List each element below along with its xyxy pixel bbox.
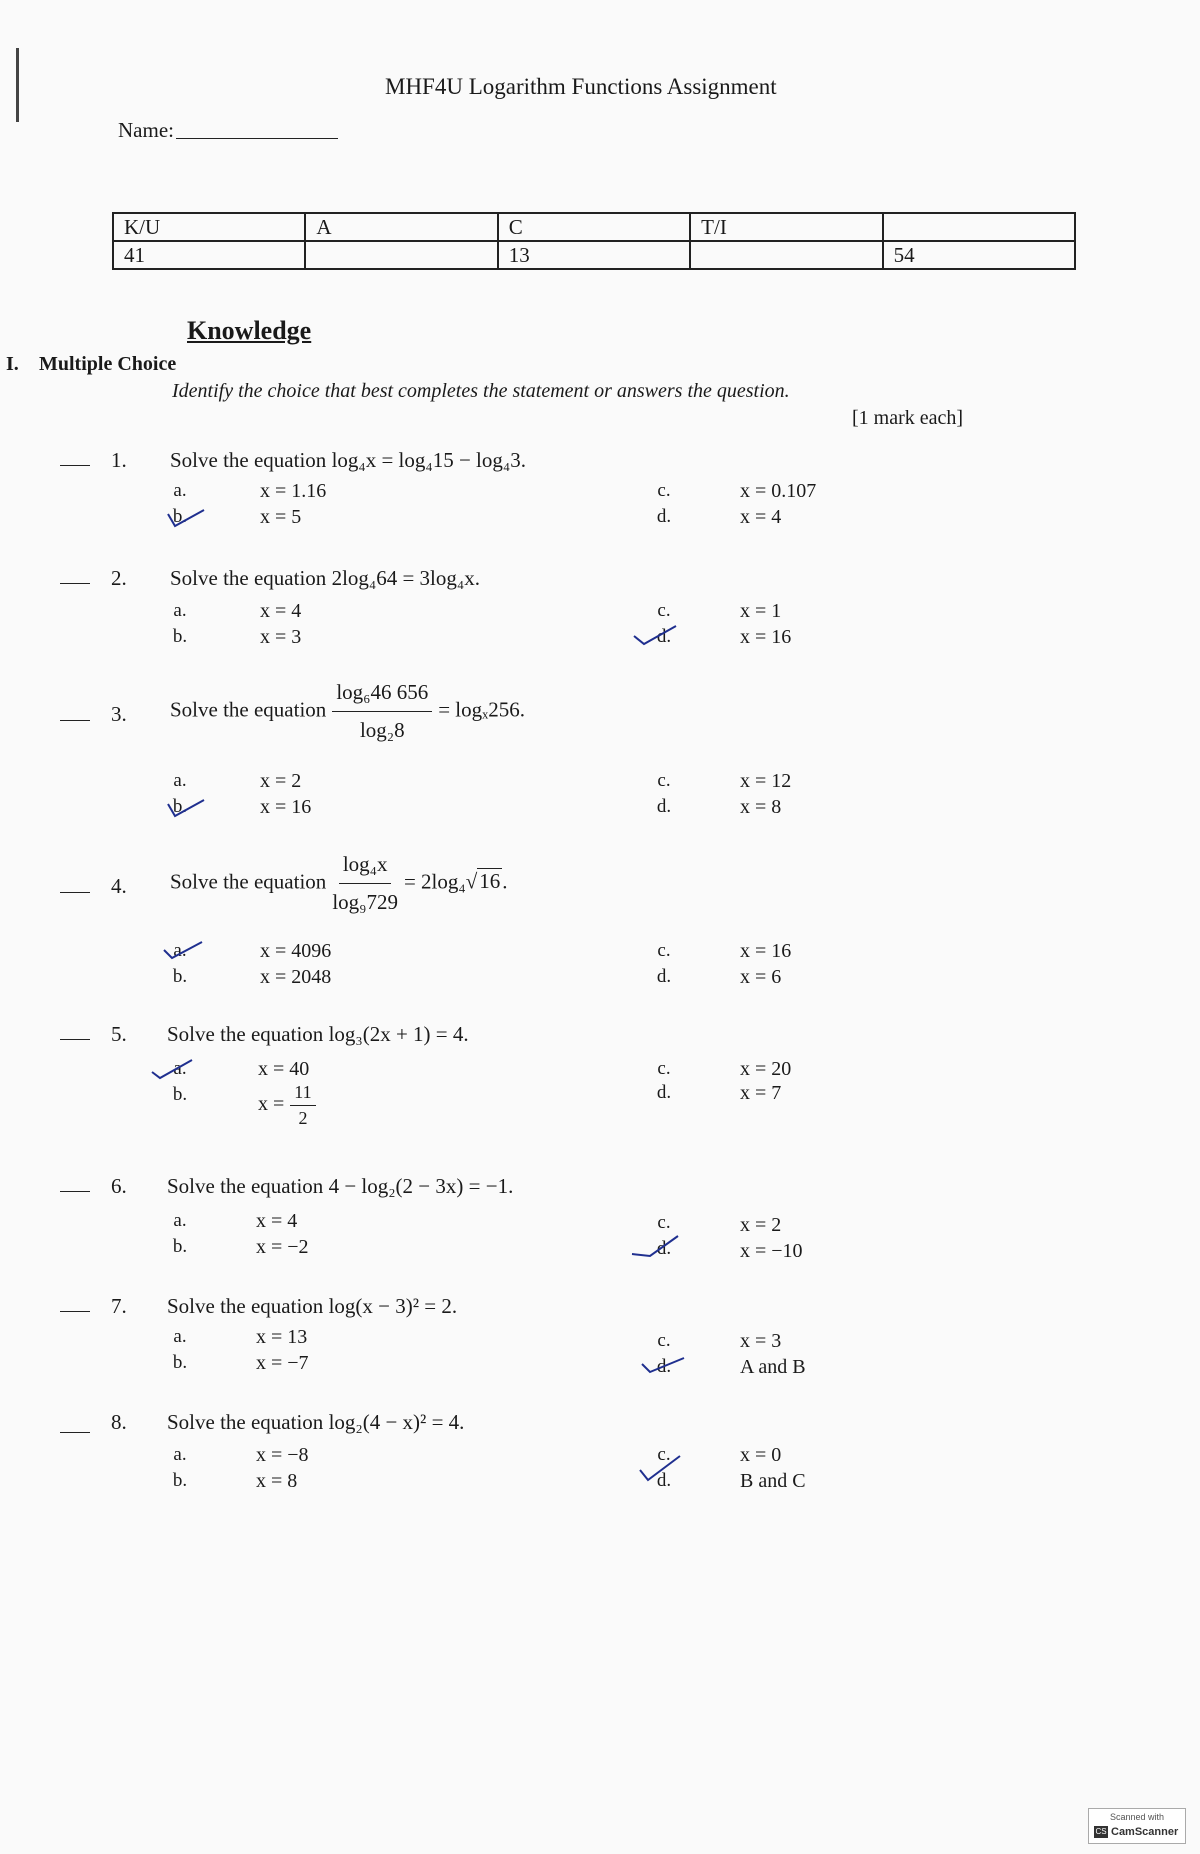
option-label: b. (172, 1352, 188, 1373)
option-label: c. (657, 480, 671, 501)
option-text[interactable]: x = $\frac{11}{2}$ (258, 1082, 322, 1129)
option-label: a. (173, 1444, 187, 1465)
question-number: 6. (111, 1174, 127, 1198)
option-label: a. (173, 1058, 187, 1079)
part-heading (6, 353, 176, 376)
fraction: $\frac{\text{log₆46 656}}{\text{log₂8}}$ (332, 680, 432, 743)
marks-header-cell: C (498, 213, 690, 241)
option-label: b. (172, 796, 188, 817)
equation: log(x − 3)² = 2. (328, 1294, 458, 1318)
question-stem: Solve the equation log₂(4 − x)² = 4. (167, 1410, 465, 1434)
option-text[interactable]: x = 0 (740, 1444, 782, 1466)
answer-blank[interactable] (60, 1432, 90, 1433)
option-text[interactable]: x = 6 (740, 966, 782, 988)
option-label: b. (172, 1084, 188, 1105)
question-number: 2. (111, 566, 127, 590)
marks-value-cell: 13 (498, 241, 690, 269)
option-label: a. (173, 940, 187, 961)
equation: 4 − log₂(2 − 3x) = −1. (328, 1174, 514, 1198)
sqrt-sign-icon: √ (465, 869, 478, 894)
marks-value-cell: 54 (883, 241, 1075, 269)
fraction: $\frac{\text{log₄x}}{\text{log₉729}}$ (332, 852, 398, 914)
question-1-options (0, 480, 1200, 530)
option-text[interactable]: x = 0.107 (740, 480, 817, 502)
question-3 (0, 680, 1200, 750)
answer-blank[interactable] (60, 583, 90, 584)
option-label: d. (656, 506, 672, 527)
option-label: d. (656, 626, 672, 647)
option-text[interactable]: x = 16 (260, 796, 312, 818)
option-label: d. (656, 1356, 672, 1377)
option-label: a. (173, 770, 187, 791)
mark-note: [1 mark each] (852, 407, 964, 429)
equation: 2log₄64 = 3log₄x. (331, 566, 480, 590)
option-text[interactable]: x = 2 (260, 770, 302, 792)
option-text[interactable]: x = 12 (740, 770, 792, 792)
name-label: Name: (118, 118, 174, 142)
option-text[interactable]: x = −8 (256, 1444, 309, 1466)
option-text[interactable]: x = 8 (256, 1470, 298, 1492)
fraction: $\frac{11}{2}$ (290, 1082, 315, 1129)
option-label: a. (173, 1326, 187, 1347)
question-stem: Solve the equation log(x − 3)² = 2. (167, 1294, 458, 1318)
marks-value-cell (305, 241, 497, 269)
question-8-options (0, 1444, 1200, 1494)
option-label: c. (657, 1212, 671, 1233)
option-text[interactable]: x = 4 (256, 1210, 298, 1232)
question-stem: Solve the equation $\frac{\text{log₄x}}{\text{log₉729}}$ = 2log₄√16. (170, 852, 508, 914)
option-label: a. (173, 1210, 187, 1231)
marks-value-cell: 41 (113, 241, 305, 269)
answer-blank[interactable] (60, 1039, 90, 1040)
question-stem: Solve the equation 2log₄64 = 3log₄x. (170, 566, 480, 590)
watermark-caption: Scanned with (1109, 1812, 1165, 1822)
option-text[interactable]: x = 16 (740, 940, 792, 962)
option-label: c. (657, 770, 671, 791)
option-text[interactable]: x = 3 (260, 626, 302, 648)
part-title: Multiple Choice (39, 353, 177, 375)
question-3-options (0, 770, 1200, 820)
option-label: b. (172, 506, 188, 527)
part-number: I. (6, 353, 19, 375)
option-label: d. (656, 966, 672, 987)
marks-value-row (113, 241, 1075, 269)
question-number: 5. (111, 1022, 127, 1046)
question-7-options (0, 1326, 1200, 1376)
option-label: c. (657, 1444, 671, 1465)
option-text[interactable]: x = 16 (740, 626, 792, 648)
checkmark-icon (640, 1350, 686, 1376)
question-number: 1. (111, 448, 127, 472)
marks-header-cell (883, 213, 1075, 241)
question-6-options (0, 1210, 1200, 1260)
option-text[interactable]: x = 4096 (260, 940, 332, 962)
question-number: 7. (111, 1294, 127, 1318)
equation: log₃(2x + 1) = 4. (328, 1022, 469, 1046)
option-label: b. (172, 1236, 188, 1257)
checkmark-icon (630, 1232, 680, 1260)
question-stem: Solve the equation log₄x = log₄15 − log₄3. (170, 448, 526, 472)
question-number: 3. (111, 702, 127, 726)
equation: = logₓ256. (438, 697, 525, 722)
option-text[interactable]: x = 20 (740, 1058, 792, 1080)
checkmark-icon (636, 1454, 682, 1484)
checkmark-icon (632, 622, 678, 648)
question-stem: Solve the equation $\frac{\text{log₆46 656}}{\text{log₂8}}$ = logₓ256. (170, 680, 525, 742)
marks-table (112, 212, 1076, 270)
marks-header-cell: T/I (690, 213, 882, 241)
question-5-options (0, 1058, 1200, 1128)
option-text[interactable]: x = 2 (740, 1214, 782, 1236)
checkmark-icon (150, 1058, 194, 1082)
option-label: c. (657, 1058, 671, 1079)
equation: log₂(4 − x)² = 4. (328, 1410, 465, 1434)
option-label: d. (656, 1238, 672, 1259)
question-number: 4. (111, 874, 127, 898)
marks-header-cell: K/U (113, 213, 305, 241)
option-text[interactable]: x = 40 (258, 1058, 310, 1080)
watermark-brand: CamScanner (1111, 1826, 1179, 1838)
option-label: b. (172, 626, 188, 647)
section-title: Knowledge (187, 316, 312, 345)
option-text[interactable]: x = 1.16 (260, 480, 327, 502)
option-text[interactable]: x = −2 (256, 1236, 309, 1258)
option-label: d. (656, 1082, 672, 1103)
option-text[interactable]: x = 3 (740, 1330, 782, 1352)
option-label: d. (656, 1470, 672, 1491)
option-text[interactable]: x = −7 (256, 1352, 309, 1374)
option-text[interactable]: x = 4 (260, 600, 302, 622)
marks-header-cell: A (305, 213, 497, 241)
question-4-options (0, 940, 1200, 990)
sqrt-argument: 16 (479, 869, 501, 894)
option-label: b. (172, 966, 188, 987)
answer-blank[interactable] (60, 465, 90, 466)
question-stem: Solve the equation log₃(2x + 1) = 4. (167, 1022, 469, 1046)
question-number: 8. (111, 1410, 127, 1434)
option-text[interactable]: x = 8 (740, 796, 782, 818)
option-text[interactable]: B and C (740, 1470, 806, 1492)
option-label: c. (657, 1330, 671, 1351)
option-label: b. (172, 1470, 188, 1491)
option-text[interactable]: x = 4 (740, 506, 782, 528)
option-text[interactable]: x = −10 (740, 1240, 803, 1262)
option-text[interactable]: x = 1 (740, 600, 782, 622)
equation: log₄x = log₄15 − log₄3. (331, 448, 526, 472)
marks-value-cell (690, 241, 882, 269)
answer-blank[interactable] (60, 720, 90, 721)
question-4 (0, 852, 1200, 922)
option-label: c. (657, 600, 671, 621)
instructions: Identify the choice that best completes the statement or answers the question. (172, 380, 790, 402)
camscanner-logo-icon: CS (1095, 1827, 1107, 1836)
question-2-options (0, 600, 1200, 650)
checkmark-icon (162, 938, 204, 964)
option-text[interactable]: x = 13 (256, 1326, 308, 1348)
name-field-line[interactable] (176, 138, 338, 139)
option-text[interactable]: x = 2048 (260, 966, 332, 988)
camscanner-watermark (1088, 1808, 1186, 1844)
option-label: c. (657, 940, 671, 961)
option-text[interactable]: A and B (740, 1356, 806, 1378)
page-title: MHF4U Logarithm Functions Assignment (385, 74, 777, 99)
option-label: a. (173, 600, 187, 621)
option-label: a. (173, 480, 187, 501)
checkmark-icon (166, 794, 206, 820)
option-text[interactable]: x = 7 (740, 1082, 782, 1104)
option-text[interactable]: x = 5 (260, 506, 302, 528)
answer-blank[interactable] (60, 1191, 90, 1192)
checkmark-icon (166, 504, 206, 530)
option-label: d. (656, 796, 672, 817)
marks-header-row (113, 213, 1075, 241)
answer-blank[interactable] (60, 892, 90, 893)
scan-edge-mark (16, 48, 19, 122)
question-stem: Solve the equation 4 − log₂(2 − 3x) = −1. (167, 1174, 514, 1198)
answer-blank[interactable] (60, 1311, 90, 1312)
